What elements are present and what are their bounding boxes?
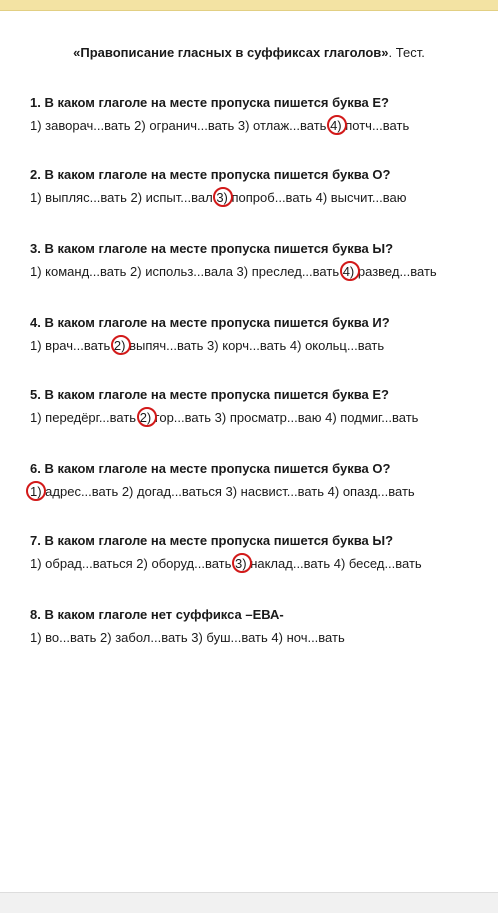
answer-options [30,556,422,572]
options-before: 1) команд...вать 2) использ...вала 3) преслед...вать [30,264,343,279]
options-after: попроб...вать 4) высчит...ваю [227,190,407,205]
title-rest: . Тест. [388,45,425,60]
answer-options: 1) во...вать 2) забол...вать 3) буш...вать 4) ноч...вать [30,630,345,645]
page-title [0,45,498,60]
question-heading: 1. В каком глаголе на месте пропуска пишется буква Е? [30,95,389,110]
answer-options [30,118,409,134]
question-heading: 3. В каком глаголе на месте пропуска пишется буква Ы? [30,241,394,256]
selected-answer: 4) [330,118,342,133]
answer-options [30,264,437,280]
title-bold: «Правописание гласных в суффиксах глаголов» [73,45,389,60]
question-heading: 8. В каком глаголе нет суффикса –ЕВА- [30,607,284,622]
selected-answer: 2) [140,410,152,425]
options-before: 1) врач...вать [30,338,114,353]
selected-answer: 2) [114,338,126,353]
options-after: развед...вать [354,264,437,279]
options-before: 1) выпляс...вать 2) испыт...вал [30,190,217,205]
top-toolbar-strip [0,0,498,11]
options-after: выпяч...вать 3) корч...вать 4) окольц...вать [125,338,385,353]
question-3 [30,241,437,280]
question-4 [30,315,390,354]
options-before: 1) заворач...вать 2) огранич...вать 3) отлаж...вать [30,118,331,133]
question-heading: 4. В каком глаголе на месте пропуска пишется буква И? [30,315,390,330]
question-heading: 2. В каком глаголе на месте пропуска пишется буква О? [30,167,391,182]
question-6 [30,461,415,500]
options-after: адрес...вать 2) догад...ваться 3) насвист...вать 4) опазд...вать [41,484,415,499]
question-1 [30,95,409,134]
selected-answer: 4) [343,264,355,279]
question-7 [30,533,422,572]
question-heading: 7. В каком глаголе на месте пропуска пишется буква Ы? [30,533,394,548]
answer-options [30,484,415,500]
options-after: потч...вать [341,118,410,133]
options-after: наклад...вать 4) бесед...вать [246,556,422,571]
options-before: 1) передёрг...вать [30,410,140,425]
question-5 [30,387,418,426]
question-2 [30,167,407,206]
answer-options [30,410,418,426]
question-8 [30,607,345,646]
question-heading: 6. В каком глаголе на месте пропуска пишется буква О? [30,461,391,476]
answer-options [30,338,390,354]
question-heading: 5. В каком глаголе на месте пропуска пишется буква Е? [30,387,389,402]
options-before: 1) обрад...ваться 2) оборуд...вать [30,556,236,571]
bottom-bar [0,892,498,913]
selected-answer: 3) [235,556,247,571]
answer-options [30,190,407,206]
selected-answer: 1) [30,484,42,499]
options-after: гор...вать 3) просматр...ваю 4) подмиг...вать [151,410,419,425]
selected-answer: 3) [216,190,228,205]
